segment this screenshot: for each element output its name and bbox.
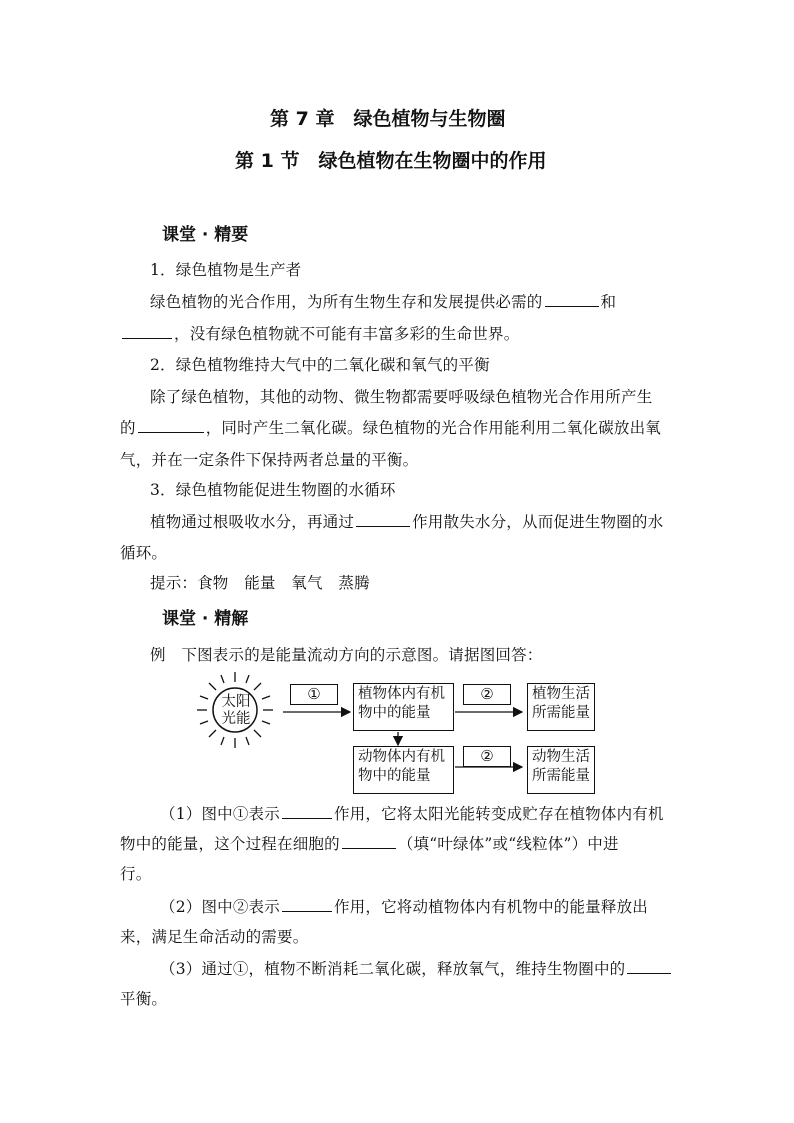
sun-label-line2: 光能 [221,711,251,727]
q1-line1 [160,802,664,824]
hint-text: 提示：食物 能量 氧气 蒸腾 [150,574,370,592]
item1-text-c: ，没有绿色植物就不可能有丰富多彩的生命世界。 [174,325,520,343]
label-box-2-bottom: ② [463,746,511,767]
answer-blank[interactable] [356,511,410,527]
item1-text-b: 和 [600,293,617,311]
item1-text-a: 绿色植物的光合作用，为所有生物生存和发展提供必需的 [150,293,543,311]
item1-paragraph-cont [120,322,519,344]
item3-line2: 循环。 [120,544,168,562]
label-box-1: ① [290,684,338,705]
item3-line1 [150,510,663,532]
item2-line3: 气，并在一定条件下保持两者总量的平衡。 [120,451,419,469]
q1-text-b: 作用，它将太阳光能转变成贮存在植物体内有机 [333,805,664,823]
q1-text-d: （填“叶绿体”或“线粒体”）中进 [397,835,619,853]
q1-line2 [120,832,619,854]
energy-flow-diagram [190,670,610,795]
q2-line2: 来，满足生命活动的需要。 [120,928,309,946]
answer-blank[interactable] [138,417,204,433]
plant-need-box: 植物生活所需能量 [527,683,595,731]
animal-energy-box: 动物体内有机物中的能量 [353,746,454,794]
answer-blank[interactable] [545,291,599,307]
q2-text-b: 作用，它将动植物体内有机物中的能量释放出 [333,898,648,916]
q3-line2: 平衡。 [120,990,168,1008]
answer-blank[interactable] [282,803,332,819]
item2-text-c: ，同时产生二氧化碳。绿色植物的光合作用能利用二氧化碳放出氧 [205,419,662,437]
q3-text-a: （3）通过①，植物不断消耗二氧化碳，释放氧气，维持生物圈中的 [160,960,626,978]
item3-text-b: 作用散失水分，从而促进生物圈的水 [412,513,664,531]
item2-line2 [120,416,661,438]
item2-line1: 除了绿色植物，其他的动物、微生物都需要呼吸绿色植物光合作用所产生 [150,388,653,406]
label-box-2-top: ② [463,684,511,705]
sun-label-line1: 太阳 [221,694,251,710]
q3-line1 [160,957,673,979]
answer-blank[interactable] [282,896,332,912]
q1-line3: 行。 [120,865,152,883]
item1-title: 1．绿色植物是生产者 [150,261,302,279]
item3-title: 3．绿色植物能促进生物圈的水循环 [150,481,396,499]
part2-heading: 课堂 · 精解 [162,609,249,629]
q2-line1 [160,895,648,917]
q1-text-c: 物中的能量，这个过程在细胞的 [120,835,340,853]
chapter-title: 第 7 章 绿色植物与生物圈 [270,108,506,130]
plant-energy-box: 植物体内有机物中的能量 [353,683,454,731]
section-title: 第 1 节 绿色植物在生物圈中的作用 [235,150,547,172]
answer-blank[interactable] [342,833,396,849]
q2-text-a: （2）图中②表示 [160,898,280,916]
answer-blank[interactable] [122,323,172,339]
sun-label [216,694,256,728]
part1-heading: 课堂 · 精要 [162,225,249,245]
example-text: 例 下图表示的是能量流动方向的示意图。请据图回答： [150,646,543,664]
item2-text-b: 的 [120,419,136,437]
item2-title: 2．绿色植物维持大气中的二氧化碳和氧气的平衡 [150,356,490,374]
q1-text-a: （1）图中①表示 [160,805,280,823]
animal-need-box: 动物生活所需能量 [527,746,595,794]
answer-blank[interactable] [627,958,671,974]
item3-text-a: 植物通过根吸收水分，再通过 [150,513,355,531]
item1-paragraph [150,290,616,312]
